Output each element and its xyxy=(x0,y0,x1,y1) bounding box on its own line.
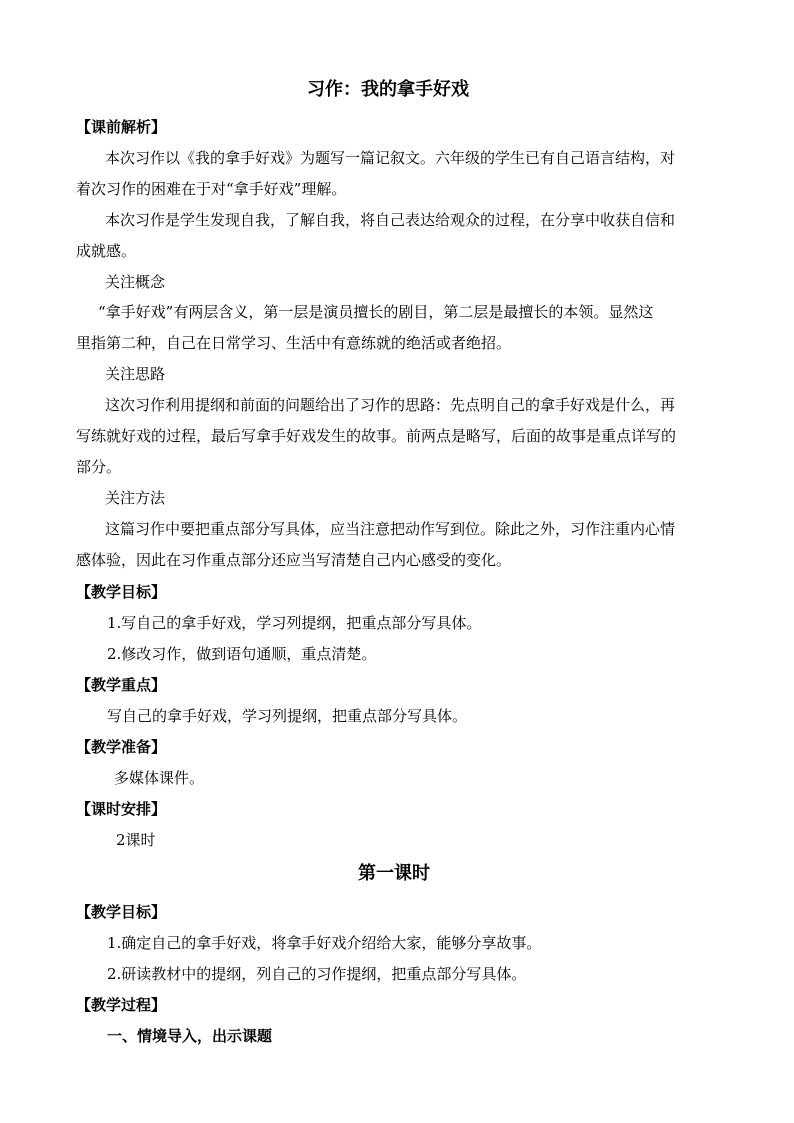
paragraph-line: 成就感。 xyxy=(76,242,137,260)
subheading-thinking: 关注思路 xyxy=(105,365,166,383)
paragraph-line: 部分。 xyxy=(76,458,122,476)
paragraph-line: 感体验，因此在习作重点部分还应当写清楚自己内心感受的变化。 xyxy=(76,551,512,569)
section-heading-pre-analysis: 【课前解析】 xyxy=(76,118,167,136)
goal-item: 2.修改习作，做到语句通顺，重点清楚。 xyxy=(107,645,377,663)
section-heading-process: 【教学过程】 xyxy=(76,996,167,1014)
goal-item: 2.研读教材中的提纲，列自己的习作提纲，把重点部分写具体。 xyxy=(107,965,527,983)
goal-item: 1.写自己的拿手好戏，学习列提纲，把重点部分写具体。 xyxy=(107,614,482,632)
subheading-concept: 关注概念 xyxy=(105,273,166,291)
subheading-method: 关注方法 xyxy=(105,489,166,507)
section-heading-schedule: 【课时安排】 xyxy=(76,800,167,818)
paragraph-line: 里指第二种，自己在日常学习、生活中有意练就的绝活或者绝招。 xyxy=(76,334,512,352)
paragraph-line: 写练就好戏的过程，最后写拿手好戏发生的故事。前两点是略写，后面的故事是重点详写的 xyxy=(76,427,677,445)
lesson-title: 第一课时 xyxy=(358,863,430,884)
paragraph-line: 这次习作利用提纲和前面的问题给出了习作的思路：先点明自己的拿手好戏是什么，再 xyxy=(105,396,676,414)
paragraph-line: 这篇习作中要把重点部分写具体，应当注意把动作写到位。除此之外，习作注重内心情 xyxy=(105,520,676,538)
paragraph-line: 着次习作的困难在于对“拿手好戏”理解。 xyxy=(76,180,347,198)
goal-item: 1.确定自己的拿手好戏，将拿手好戏介绍给大家，能够分享故事。 xyxy=(107,934,542,952)
section-heading-preparation: 【教学准备】 xyxy=(76,738,167,756)
paragraph-line: 本次习作以《我的拿手好戏》为题写一篇记叙文。六年级的学生已有自己语言结构，对 xyxy=(105,149,676,167)
section-heading-key-points: 【教学重点】 xyxy=(76,676,167,694)
key-points-text: 写自己的拿手好戏，学习列提纲，把重点部分写具体。 xyxy=(107,707,468,725)
section-heading-goals: 【教学目标】 xyxy=(76,583,167,601)
process-step: 一、情境导入，出示课题 xyxy=(107,1027,273,1045)
schedule-text: 2课时 xyxy=(116,831,156,849)
page-title: 习作：我的拿手好戏 xyxy=(307,79,469,100)
paragraph-line: 本次习作是学生发现自我，了解自我，将自己表达给观众的过程，在分享中收获自信和 xyxy=(105,211,676,229)
section-heading-lesson-goals: 【教学目标】 xyxy=(76,903,167,921)
paragraph-line: “拿手好戏”有两层含义，第一层是演员擅长的剧目，第二层是最擅长的本领。显然这 xyxy=(98,303,654,321)
preparation-text: 多媒体课件。 xyxy=(114,769,205,787)
